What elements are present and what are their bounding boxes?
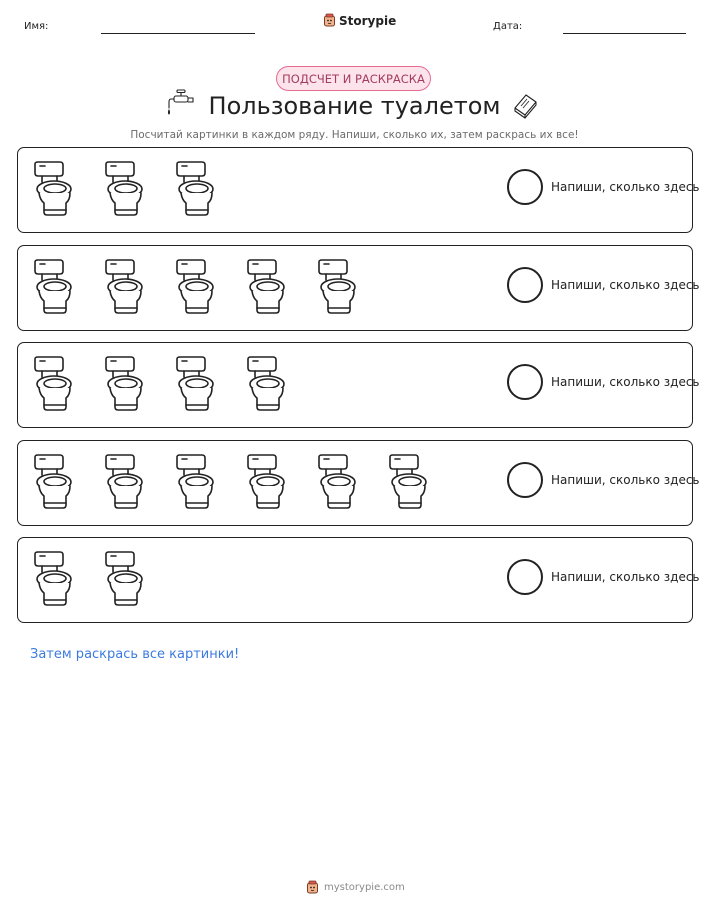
storypie-mascot-icon	[306, 880, 319, 895]
toilet-icon	[385, 453, 427, 511]
instructions: Посчитай картинки в каждом ряду. Напиши, сколько их, затем раскрась их все!	[130, 129, 579, 141]
answer-prompt: Напиши, сколько здесь	[551, 277, 700, 292]
site-footer	[306, 880, 405, 895]
answer-circle[interactable]	[507, 364, 543, 400]
answer-circle[interactable]	[507, 559, 543, 595]
category-badge: ПОДСЧЕТ И РАСКРАСКА	[276, 66, 431, 91]
counting-row	[17, 147, 700, 233]
answer-prompt: Напиши, сколько здесь	[551, 570, 700, 584]
counting-row	[17, 537, 700, 623]
toilet-icon	[243, 355, 285, 413]
name-line	[101, 33, 255, 34]
site-url: mystorypie.com	[324, 882, 405, 893]
toilet-icon	[30, 550, 72, 608]
answer-prompt: Напиши, сколько здесь	[551, 180, 700, 194]
coloring-note: Затем раскрась все картинки!	[30, 647, 240, 662]
toilet-icon	[101, 550, 143, 608]
storypie-mascot-icon	[323, 13, 336, 28]
answer-circle[interactable]	[507, 462, 543, 498]
counting-row	[17, 440, 700, 526]
picture-group	[30, 160, 214, 218]
toilet-icon	[30, 355, 72, 413]
toilet-icon	[172, 160, 214, 218]
picture-group	[30, 258, 356, 316]
toilet-icon	[30, 258, 72, 316]
answer-circle[interactable]	[507, 169, 543, 205]
toilet-icon	[172, 453, 214, 511]
name-label: Имя:	[24, 21, 49, 32]
answer-prompt: Напиши, сколько здесь	[551, 472, 700, 487]
toilet-icon	[30, 160, 72, 218]
counting-rows	[17, 147, 700, 635]
toilet-icon	[101, 258, 143, 316]
toilet-icon	[101, 355, 143, 413]
answer-circle[interactable]	[507, 267, 543, 303]
counting-row	[17, 342, 700, 428]
counting-row	[17, 245, 700, 331]
soap-icon	[511, 91, 539, 119]
toilet-icon	[243, 258, 285, 316]
picture-group	[30, 453, 427, 511]
toilet-icon	[314, 258, 356, 316]
toilet-icon	[101, 453, 143, 511]
storypie-logo	[323, 13, 396, 28]
date-line	[563, 33, 686, 34]
brand-name: Storypie	[339, 13, 397, 28]
toilet-icon	[314, 453, 356, 511]
date-label: Дата:	[493, 21, 523, 32]
page-title: Пользование туалетом	[208, 92, 501, 120]
picture-group	[30, 355, 285, 413]
toilet-icon	[101, 160, 143, 218]
answer-prompt: Напиши, сколько здесь	[551, 375, 700, 389]
toilet-icon	[30, 453, 72, 511]
toilet-icon	[243, 453, 285, 511]
picture-group	[30, 550, 143, 608]
toilet-icon	[172, 355, 214, 413]
worksheet-header	[0, 0, 709, 50]
toilet-icon	[172, 258, 214, 316]
